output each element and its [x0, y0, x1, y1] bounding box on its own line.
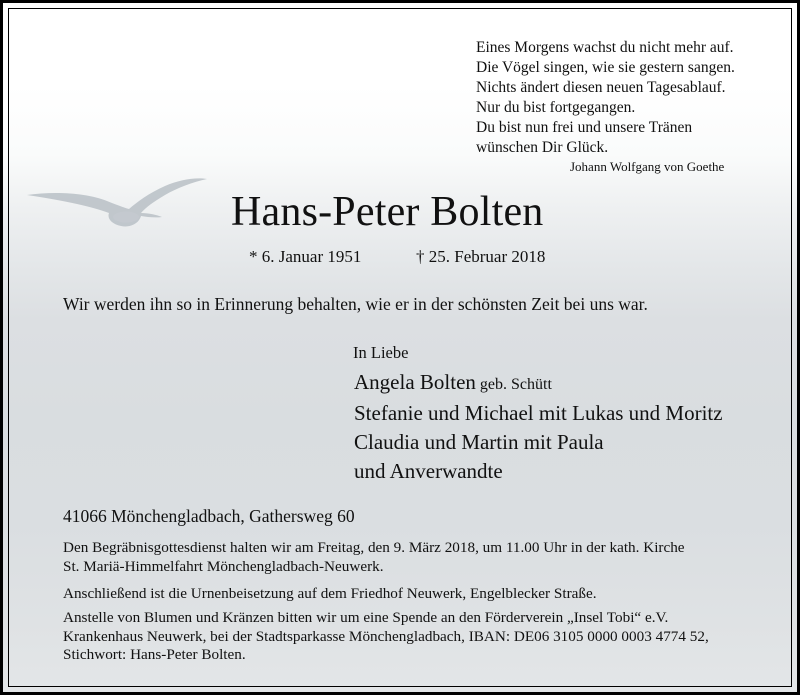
- poem-line: Eines Morgens wachst du nicht mehr auf.: [476, 39, 734, 56]
- mourner-line: [354, 428, 723, 457]
- poem-line: Nichts ändert diesen neuen Tagesablauf.: [476, 79, 726, 96]
- donation-line: Stichwort: Hans-Peter Bolten.: [63, 646, 246, 663]
- burial-info: [63, 585, 597, 604]
- mourners-list: [354, 368, 723, 486]
- mourner-line: [354, 457, 723, 486]
- death-date: † 25. Februar 2018: [416, 247, 546, 266]
- poem-line: wünschen Dir Glück.: [476, 139, 609, 156]
- poem: [476, 38, 735, 158]
- mourner-name: Claudia und Martin mit Paula: [354, 430, 604, 454]
- burial-line: Anschließend ist die Urnenbeisetzung auf dem Friedhof Neuwerk, Engelblecker Straße.: [63, 585, 597, 602]
- donation-info: [63, 609, 709, 665]
- poem-line: Nur du bist fortgegangen.: [476, 99, 636, 116]
- seagull-icon: [25, 171, 225, 241]
- memorial-quote: Wir werden ihn so in Erinnerung behalten, wie er in der schönsten Zeit bei uns war.: [63, 294, 648, 314]
- poem-author: Johann Wolfgang von Goethe: [570, 159, 725, 174]
- mourner-name: Stefanie und Michael mit Lukas und Moritz: [354, 401, 723, 425]
- donation-line: Krankenhaus Neuwerk, bei der Stadtsparkasse Mönchengladbach, IBAN: DE06 3105 0000 0003 4774 52,: [63, 627, 709, 645]
- donation-line: Anstelle von Blumen und Kränzen bitten wir um eine Spende an den Förderverein „Insel Tobi“ e.V.: [63, 609, 669, 626]
- deceased-name: Hans-Peter Bolten: [231, 189, 544, 235]
- funeral-line: Den Begräbnisgottesdienst halten wir am Freitag, den 9. März 2018, um 11.00 Uhr in der kath. Kirche: [63, 539, 685, 556]
- mourner-line: [354, 399, 723, 428]
- poem-line: Du bist nun frei und unsere Tränen: [476, 119, 693, 136]
- mourner-name: Angela Bolten: [354, 370, 476, 394]
- maiden-name: geb. Schütt: [475, 376, 552, 393]
- birth-date: * 6. Januar 1951: [249, 247, 362, 266]
- family-address: 41066 Mönchengladbach, Gathersweg 60: [63, 506, 355, 526]
- funeral-line: St. Mariä-Himmelfahrt Mönchengladbach-Neuwerk.: [63, 557, 384, 575]
- funeral-service-info: [63, 539, 685, 576]
- mourners-intro: In Liebe: [353, 343, 409, 362]
- mourner-line: [354, 368, 723, 399]
- mourner-name: und Anverwandte: [354, 459, 503, 483]
- poem-line: Die Vögel singen, wie sie gestern sangen.: [476, 59, 735, 76]
